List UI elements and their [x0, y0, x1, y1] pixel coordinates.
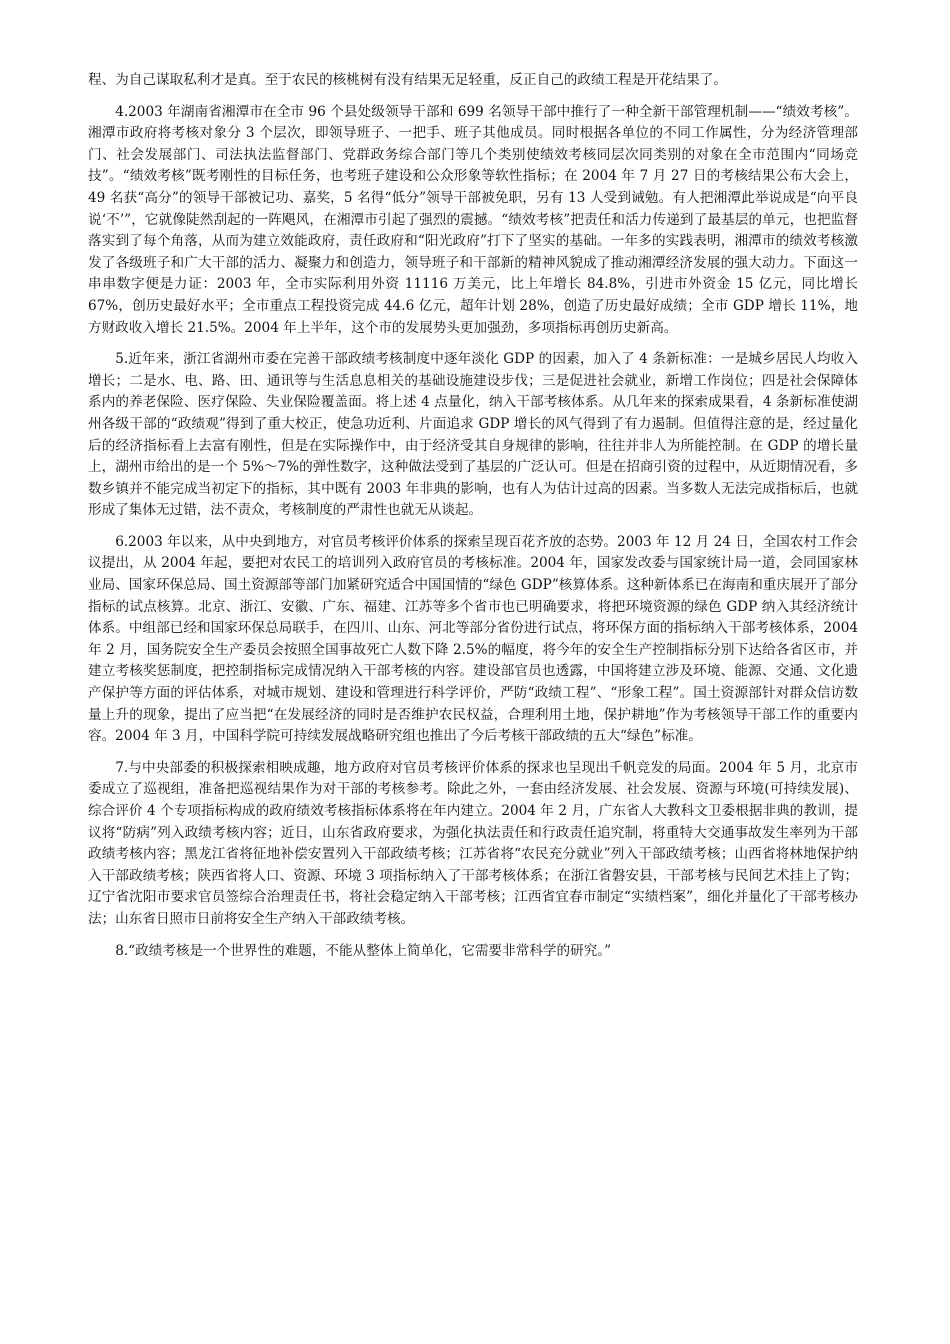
paragraph-7-local-exploration: 7.与中央部委的积极探索相映成趣，地方政府对官员考核评价体系的探求也呈现出千帆竞发的局面。2004 年 5 月，北京市委成立了巡视组，准备把巡视结果作为对干部的考核参考。除此之外，一套由经济发展、社会发展、资源与环境(可持续发展)、综合评价 4 个专项指标构成的政府绩效考核指标体系将在年内建立。2004 年 2 月，广东省人大教科文卫委根据非典的教训，提议将“防病”列入政绩考核内容；近日，山东省政府要求，为强化执法责任和行政责任追究制，将重特大交通事故发生率列为干部政绩考核内容；黑龙江省将征地补偿安置列入干部政绩考核；江苏省将“农民充分就业”列入干部政绩考核；山西省将林地保护纳入干部政绩考核；陕西省将人口、资源、环境 3 项指标纳入了干部考核体系；在浙江省磐安县，干部考核与民间艺术挂上了钩；辽宁省沈阳市要求官员签综合治理责任书，将社会稳定纳入干部考核；江西省宜春市制定“实绩档案”，细化并量化了干部考核办法；山东省日照市日前将安全生产纳入干部政绩考核。: [88, 759, 858, 927]
document-page: [88, 70, 858, 972]
paragraph-6-central-exploration: 6.2003 年以来，从中央到地方，对官员考核评价体系的探索呈现百花齐放的态势。2003 年 12 月 24 日，全国农村工作会议提出，从 2004 年起，要把对农民工的培训列入政府官员的考核标准。2004 年，国家发改委与国家统计局一道，会同国家林业局、国家环保总局、国土资源部等部门加紧研究适合中国国情的“绿色 GDP”核算体系。这种新体系已在海南和重庆展开了部分指标的试点核算。北京、浙江、安徽、广东、福建、江苏等多个省市也已明确要求，将把环境资源的绿色 GDP 纳入其经济统计体系。中组部已经和国家环保总局联手，在四川、山东、河北等部分省份进行试点，将环保方面的指标纳入干部考核体系，2004 年 2 月，国务院安全生产委员会按照全国事故死亡人数下降 2.5%的幅度，将今年的安全生产控制指标分别下达给各省区市，并建立考核奖惩制度，把控制指标完成情况纳入干部考核的内容。建设部官员也透露，中国将建立涉及环境、能源、交通、文化遗产保护等方面的评估体系，对城市规划、建设和管理进行科学评价，严防“政绩工程”、“形象工程”。国土资源部针对群众信访数量上升的现象，提出了应当把“在发展经济的同时是否维护农民权益，合理利用土地，保护耕地”作为考核领导干部工作的重要内容。2004 年 3 月，中国科学院可持续发展战略研究组也推出了今后考核干部政绩的五大“绿色”标准。: [88, 533, 858, 745]
paragraph-continuation: 程、为自己谋取私利才是真。至于农民的核桃树有没有结果无足轻重，反正自己的政绩工程是开花结果了。: [88, 72, 727, 88]
paragraph-5-huzhou: 5.近年来，浙江省湖州市委在完善干部政绩考核制度中逐年淡化 GDP 的因素，加入了 4 条新标准：一是城乡居民人均收入增长；二是水、电、路、田、通讯等与生活息息相关的基础设施建设步伐；三是促进社会就业，新增工作岗位；四是社会保障体系内的养老保险、医疗保险、失业保险覆盖面。将上述 4 点量化，纳入干部考核体系。从几年来的探索成果看，4 条新标准使湖州各级干部的“政绩观”得到了重大校正，使急功近利、片面追求 GDP 增长的风气得到了有力遏制。但值得注意的是，经过量化后的经济指标看上去富有刚性，但是在实际操作中，由于经济受其自身规律的影响，往往并非人为所能控制。在 GDP 的增长量上，湖州市给出的是一个 5%～7%的弹性数字，这种做法受到了基层的广泛认可。但是在招商引资的过程中，从近期情况看，多数乡镇并不能完成当初定下的指标，其中既有 2003 年非典的影响，也有人为估计过高的因素。当多数人无法完成指标后，也就形成了集体无过错，法不责众，考核制度的严肃性也就无从谈起。: [88, 351, 858, 519]
paragraph-4-xiangtan: 4.2003 年湖南省湘潭市在全市 96 个县处级领导干部和 699 名领导干部中推行了一种全新干部管理机制——“绩效考核”。湘潭市政府将考核对象分 3 个层次，即领导班子、一把手、班子其他成员。同时根据各单位的不同工作属性，分为经济管理部门、社会发展部门、司法执法监督部门、党群政务综合部门等几个类别使绩效考核同层次同类别的对象在全市范围内“同场竞技”。“绩效考核”既考刚性的目标任务，也考班子建设和公众形象等软性指标；在 2004 年 7 月 27 日的考核结果公布大会上，49 名获“高分”的领导干部被记功、嘉奖，5 名得“低分”领导干部被免职，另有 13 人受到诫勉。有人把湘潭此举说成是“向平良说‘不’”，它就像陡然刮起的一阵飓风，在湘潭市引起了强烈的震撼。“绩效考核”把责任和活力传递到了最基层的单元，也把监督落实到了每个角落，从而为建立效能政府，责任政府和“阳光政府”打下了坚实的基础。一年多的实践表明，湘潭市的绩效考核激发了各级班子和广大干部的活力、凝聚力和创造力，领导班子和干部新的精神风貌成了推动湘潭经济发展的强大动力。下面这一串串数字便是力证：2003 年，全市实际利用外资 11116 万美元，比上年增长 84.8%，引进市外资金 15 亿元，同比增长 67%，创历史最好水平；全市重点工程投资完成 44.6 亿元，超年计划 28%，创造了历史最好成绩；全市 GDP 增长 11%，地方财政收入增长 21.5%。2004 年上半年，这个市的发展势头更加强劲，多项指标再创历史新高。: [88, 103, 858, 336]
paragraph-8-quote: 8.“政绩考核是一个世界性的难题，不能从整体上简单化，它需要非常科学的研究。”: [115, 942, 612, 959]
